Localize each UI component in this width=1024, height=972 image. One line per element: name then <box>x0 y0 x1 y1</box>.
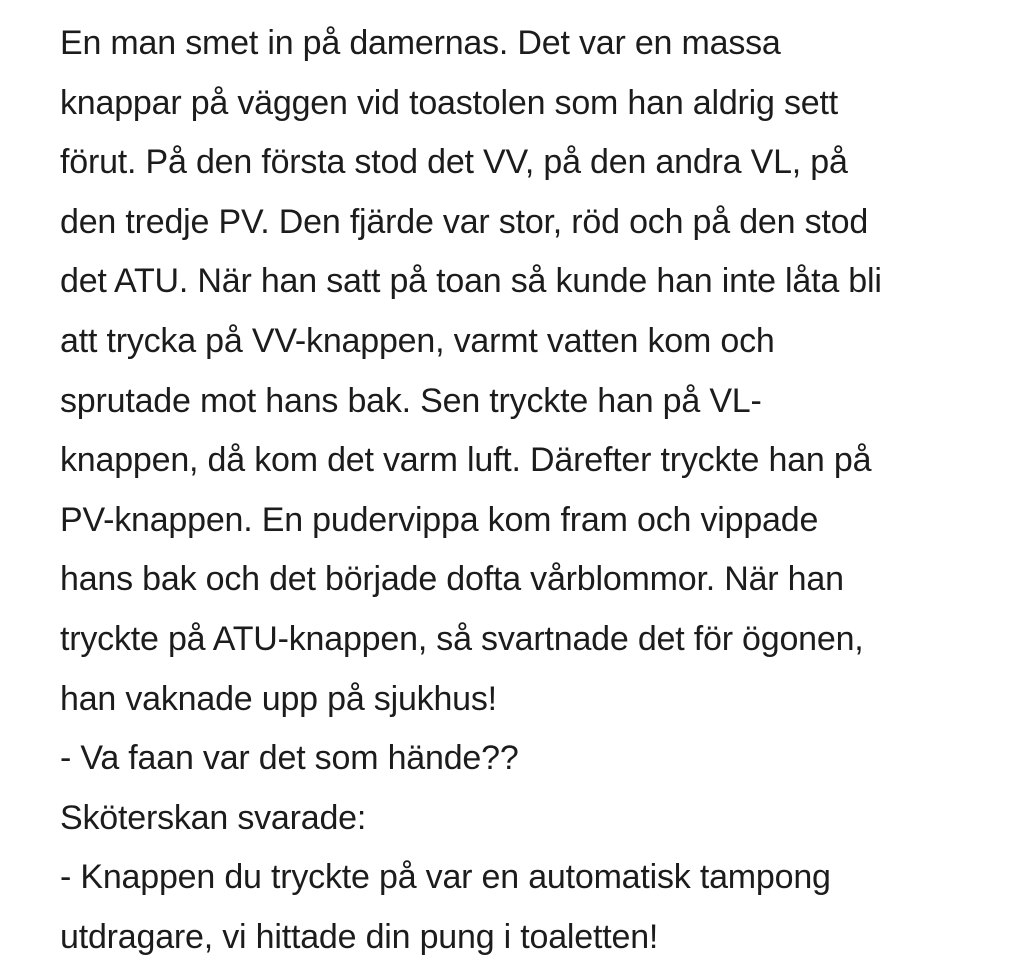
text-line: - Va faan var det som hände?? <box>60 739 519 778</box>
text-line: att trycka på VV-knappen, varmt vatten kom och <box>60 321 775 360</box>
text-line: utdragare, vi hittade din pung i toaletten! <box>60 917 659 956</box>
post-text <box>60 14 1000 968</box>
text-line: Sköterskan svarade: <box>60 798 367 837</box>
text-line: En man smet in på damernas. Det var en massa <box>60 24 781 62</box>
text-line: hans bak och det började dofta vårblommor. När han <box>60 560 844 599</box>
text-line: tryckte på ATU-knappen, så svartnade det för ögonen, <box>60 619 864 658</box>
text-line: han vaknade upp på sjukhus! <box>60 679 497 718</box>
text-line: den tredje PV. Den fjärde var stor, röd och på den stod <box>60 202 869 241</box>
text-line: knappen, då kom det varm luft. Därefter tryckte han på <box>60 441 872 480</box>
text-line: sprutade mot hans bak. Sen tryckte han på VL- <box>60 381 762 420</box>
text-line: det ATU. När han satt på toan så kunde han inte låta bli <box>60 262 882 301</box>
text-line: PV-knappen. En pudervippa kom fram och vippade <box>60 500 819 539</box>
text-line: förut. På den första stod det VV, på den andra VL, på <box>60 143 848 182</box>
text-line: knappar på väggen vid toastolen som han aldrig sett <box>60 83 838 122</box>
text-line: - Knappen du tryckte på var en automatisk tampong <box>60 858 831 897</box>
